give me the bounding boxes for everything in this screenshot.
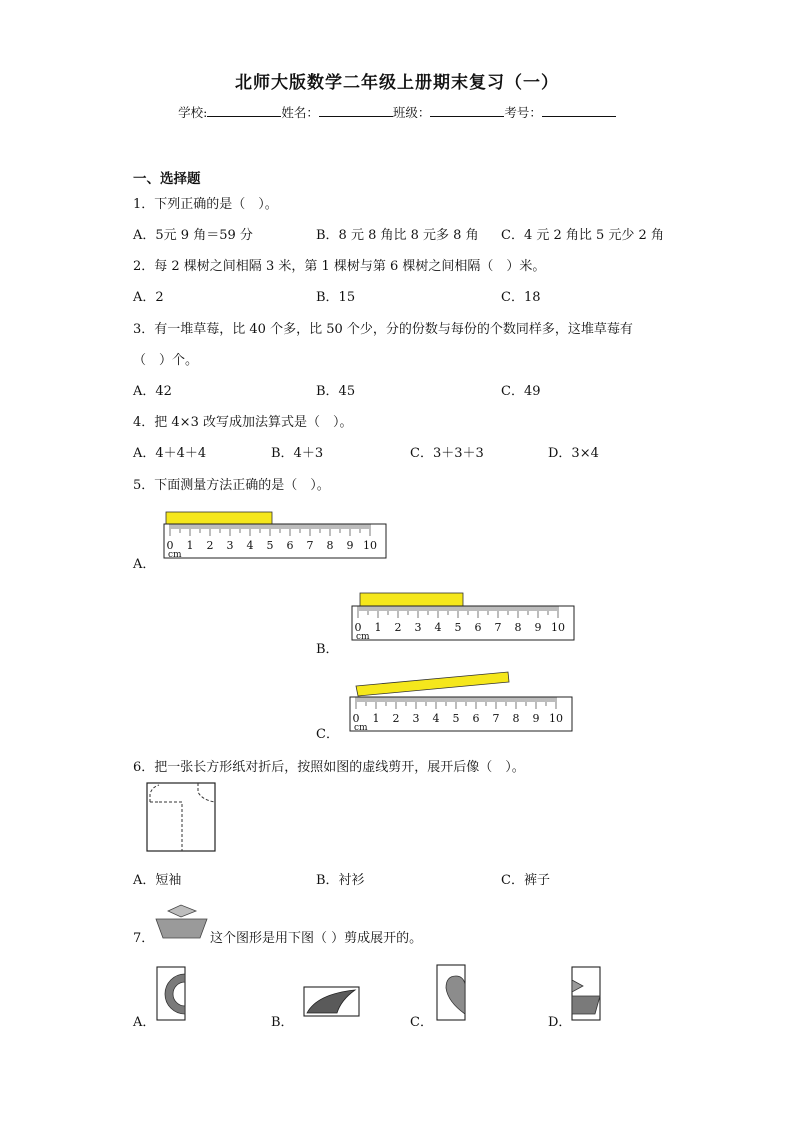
yellow-strip [360, 593, 463, 606]
q5-option-b[interactable]: B． [316, 642, 339, 657]
cut-shape-figure [154, 902, 210, 942]
q2-option-a[interactable]: A．2 [133, 290, 164, 305]
q7-b-figure [303, 986, 361, 1018]
ruler-number: 2 [206, 539, 214, 552]
name-blank[interactable] [319, 104, 393, 117]
q7-option-a[interactable]: A． [133, 1015, 156, 1030]
q4-option-b[interactable]: B．4＋3 [271, 446, 324, 461]
q3-option-c[interactable]: C．49 [501, 384, 541, 399]
diamond-shape [168, 905, 196, 917]
school-blank[interactable] [207, 104, 281, 117]
ruler-number: 3 [414, 621, 422, 634]
ruler [350, 697, 572, 733]
ruler-unit: cm [168, 550, 182, 560]
q7-a-figure [156, 966, 188, 1022]
ruler-number: 8 [512, 712, 520, 725]
ruler-number: 1 [374, 621, 382, 634]
q7-option-b[interactable]: B． [271, 1015, 294, 1030]
ruler-number: 4 [434, 621, 442, 634]
ruler-number: 10 [363, 539, 377, 552]
question-7-number: 7． [133, 931, 155, 946]
number-label: 考号： [504, 105, 542, 120]
q2-option-b[interactable]: B．15 [316, 290, 356, 305]
ruler-number: 9 [534, 621, 542, 634]
ruler-number: 4 [246, 539, 254, 552]
ruler-unit: cm [354, 723, 368, 733]
question-5-text: 5．下面测量方法正确的是（ ）。 [133, 478, 330, 493]
q4-option-c[interactable]: C．3＋3＋3 [410, 446, 484, 461]
question-3-text: 3．有一堆草莓，比 40 个多，比 50 个少，分的份数与每份的个数同样多，这堆草莓有 [133, 322, 633, 337]
half-trapezoid-shape [572, 996, 600, 1014]
q5-b-ruler-figure [348, 590, 578, 644]
ruler-number: 2 [394, 621, 402, 634]
q5-option-a[interactable]: A． [133, 557, 156, 572]
ruler-number: 3 [226, 539, 234, 552]
class-blank[interactable] [430, 104, 504, 117]
ruler-number: 1 [372, 712, 380, 725]
section-heading: 一、选择题 [133, 171, 201, 187]
question-6-text: 6．把一张长方形纸对折后，按照如图的虚线剪开，展开后像（ ）。 [133, 760, 525, 775]
ruler-number: 5 [452, 712, 460, 725]
question-1-text: 1．下列正确的是（ ）。 [133, 197, 278, 212]
q3-option-b[interactable]: B．45 [316, 384, 356, 399]
ruler-number: 0 [166, 539, 174, 552]
q7-option-d[interactable]: D． [548, 1015, 572, 1030]
ruler [164, 524, 386, 560]
q5-c-ruler-figure [346, 668, 576, 736]
q6-option-b[interactable]: B．衬衫 [316, 873, 365, 888]
student-info-line [0, 103, 794, 121]
ruler-number: 0 [354, 621, 362, 634]
ruler-number: 5 [266, 539, 274, 552]
ruler-number: 10 [549, 712, 563, 725]
trapezoid-shape [156, 919, 207, 938]
ruler-number: 6 [474, 621, 482, 634]
q1-option-c[interactable]: C．4 元 2 角比 5 元少 2 角 [501, 228, 664, 243]
ruler [352, 606, 574, 642]
q7-c-figure [436, 964, 468, 1022]
ruler-number: 3 [412, 712, 420, 725]
folded-paper-figure [146, 782, 218, 854]
ruler-number: 10 [551, 621, 565, 634]
paper-outline [147, 783, 215, 851]
page-title: 北师大版数学二年级上册期末复习（一） [235, 73, 559, 93]
ruler-number: 9 [532, 712, 540, 725]
q7-d-figure [571, 966, 603, 1022]
class-label: 班级： [392, 105, 431, 120]
question-3-text-cont: （ ）个。 [133, 353, 199, 368]
ruler-number: 0 [352, 712, 360, 725]
ruler-number: 1 [186, 539, 194, 552]
ruler-number: 8 [514, 621, 522, 634]
ruler-number: 6 [472, 712, 480, 725]
ruler-number: 4 [432, 712, 440, 725]
q7-option-c[interactable]: C． [410, 1015, 433, 1030]
number-blank[interactable] [542, 104, 616, 117]
q1-option-a[interactable]: A．5元 9 角＝59 分 [133, 228, 253, 243]
q6-option-c[interactable]: C．裤子 [501, 873, 550, 888]
q4-option-d[interactable]: D．3×4 [548, 446, 599, 461]
question-7-text: 这个图形是用下图（ ）剪成展开的。 [210, 931, 423, 946]
q3-option-a[interactable]: A．42 [133, 384, 172, 399]
ruler-unit: cm [356, 632, 370, 642]
q5-option-c[interactable]: C． [316, 727, 339, 742]
q6-option-a[interactable]: A．短袖 [133, 873, 182, 888]
ruler-number: 7 [306, 539, 314, 552]
q2-option-c[interactable]: C．18 [501, 290, 541, 305]
yellow-strip [166, 512, 272, 524]
ruler-number: 2 [392, 712, 400, 725]
ruler-number: 7 [492, 712, 500, 725]
q5-a-ruler-figure [160, 508, 390, 562]
q1-option-b[interactable]: B．8 元 8 角比 8 元多 8 角 [316, 228, 479, 243]
question-2-text: 2．每 2 棵树之间相隔 3 米，第 1 棵树与第 6 棵树之间相隔（ ）米。 [133, 259, 546, 274]
ruler-number: 9 [346, 539, 354, 552]
question-4-text: 4．把 4×3 改写成加法算式是（ ）。 [133, 415, 353, 430]
ruler-number: 6 [286, 539, 294, 552]
ruler-number: 7 [494, 621, 502, 634]
q4-option-a[interactable]: A．4＋4＋4 [133, 446, 207, 461]
school-label: 学校: [178, 105, 208, 120]
name-label: 姓名： [281, 105, 319, 120]
tilted-yellow-strip [356, 672, 509, 696]
ruler-number: 5 [454, 621, 462, 634]
ruler-number: 8 [326, 539, 334, 552]
